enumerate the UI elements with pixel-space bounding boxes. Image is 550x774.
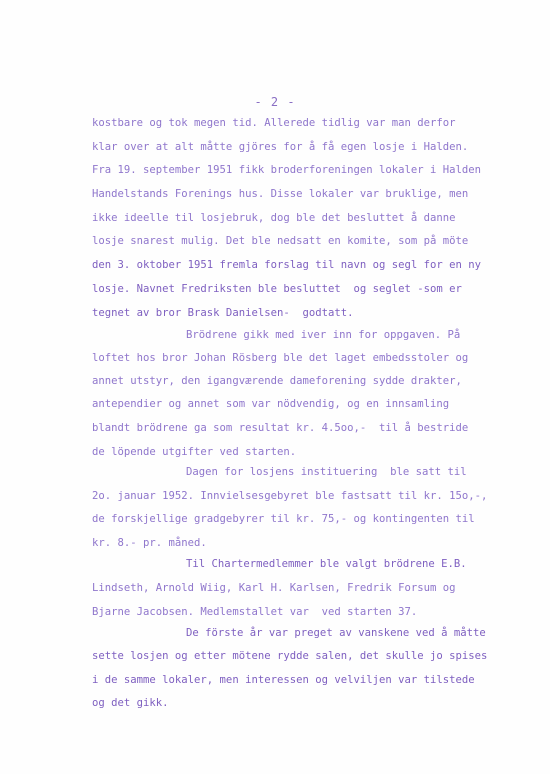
text-line: den 3. oktober 1951 fremla forslag til navn og segl for en ny — [92, 259, 482, 271]
text-line: klar over at alt måtte gjöres for å få egen losje i Halden. — [92, 141, 469, 153]
text-line: de löpende utgifter ved starten. — [92, 446, 297, 458]
text-line: og det gikk. — [92, 697, 169, 709]
text-line: Brödrene gikk med iver inn for oppgaven. På — [186, 329, 461, 341]
text-line: losje snarest mulig. Det ble nedsatt en komite, som på möte — [92, 235, 469, 247]
text-line: loftet hos bror Johan Rösberg ble det laget embedsstoler og — [92, 352, 469, 364]
text-line: De förste år var preget av vanskene ved å måtte — [186, 627, 486, 639]
text-line: antependier og annet som var nödvendig, og en innsamling — [92, 398, 450, 410]
text-line: ikke ideelle til losjebruk, dog ble det besluttet å danne — [92, 212, 456, 224]
text-line: annet utstyr, den igangværende dameforening sydde drakter, — [92, 375, 462, 387]
text-line: sette losjen og etter mötene rydde salen, det skulle jo spises — [92, 650, 488, 662]
text-line: Handelstands Forenings hus. Disse lokaler var bruklige, men — [92, 188, 469, 200]
text-line: kr. 8.- pr. måned. — [92, 537, 207, 549]
text-line: Lindseth, Arnold Wiig, Karl H. Karlsen, Fredrik Forsum og — [92, 582, 456, 594]
text-line: Dagen for losjens instituering ble satt til — [186, 466, 467, 478]
text-line: tegnet av bror Brask Danielsen- godtatt. — [92, 307, 354, 319]
text-line: Bjarne Jacobsen. Medlemstallet var ved starten 37. — [92, 606, 418, 618]
text-line: blandt brödrene ga som resultat kr. 4.5oo,- til å bestride — [92, 422, 469, 434]
text-line: kostbare og tok megen tid. Allerede tidlig var man derfor — [92, 117, 456, 129]
text-line: Fra 19. september 1951 fikk broderforeningen lokaler i Halden — [92, 164, 482, 176]
text-line: 2o. januar 1952. Innvielsesgebyret ble fastsatt til kr. 15o,-, — [92, 490, 488, 502]
text-line: de forskjellige gradgebyrer til kr. 75,- og kontingenten til — [92, 513, 475, 525]
page-number: - 2 - — [254, 95, 296, 109]
text-line: losje. Navnet Fredriksten ble besluttet og seglet -som er — [92, 283, 462, 295]
text-line: Til Chartermedlemmer ble valgt brödrene E.B. — [186, 558, 467, 570]
text-line: i de samme lokaler, men interessen og velviljen var tilstede — [92, 674, 475, 686]
